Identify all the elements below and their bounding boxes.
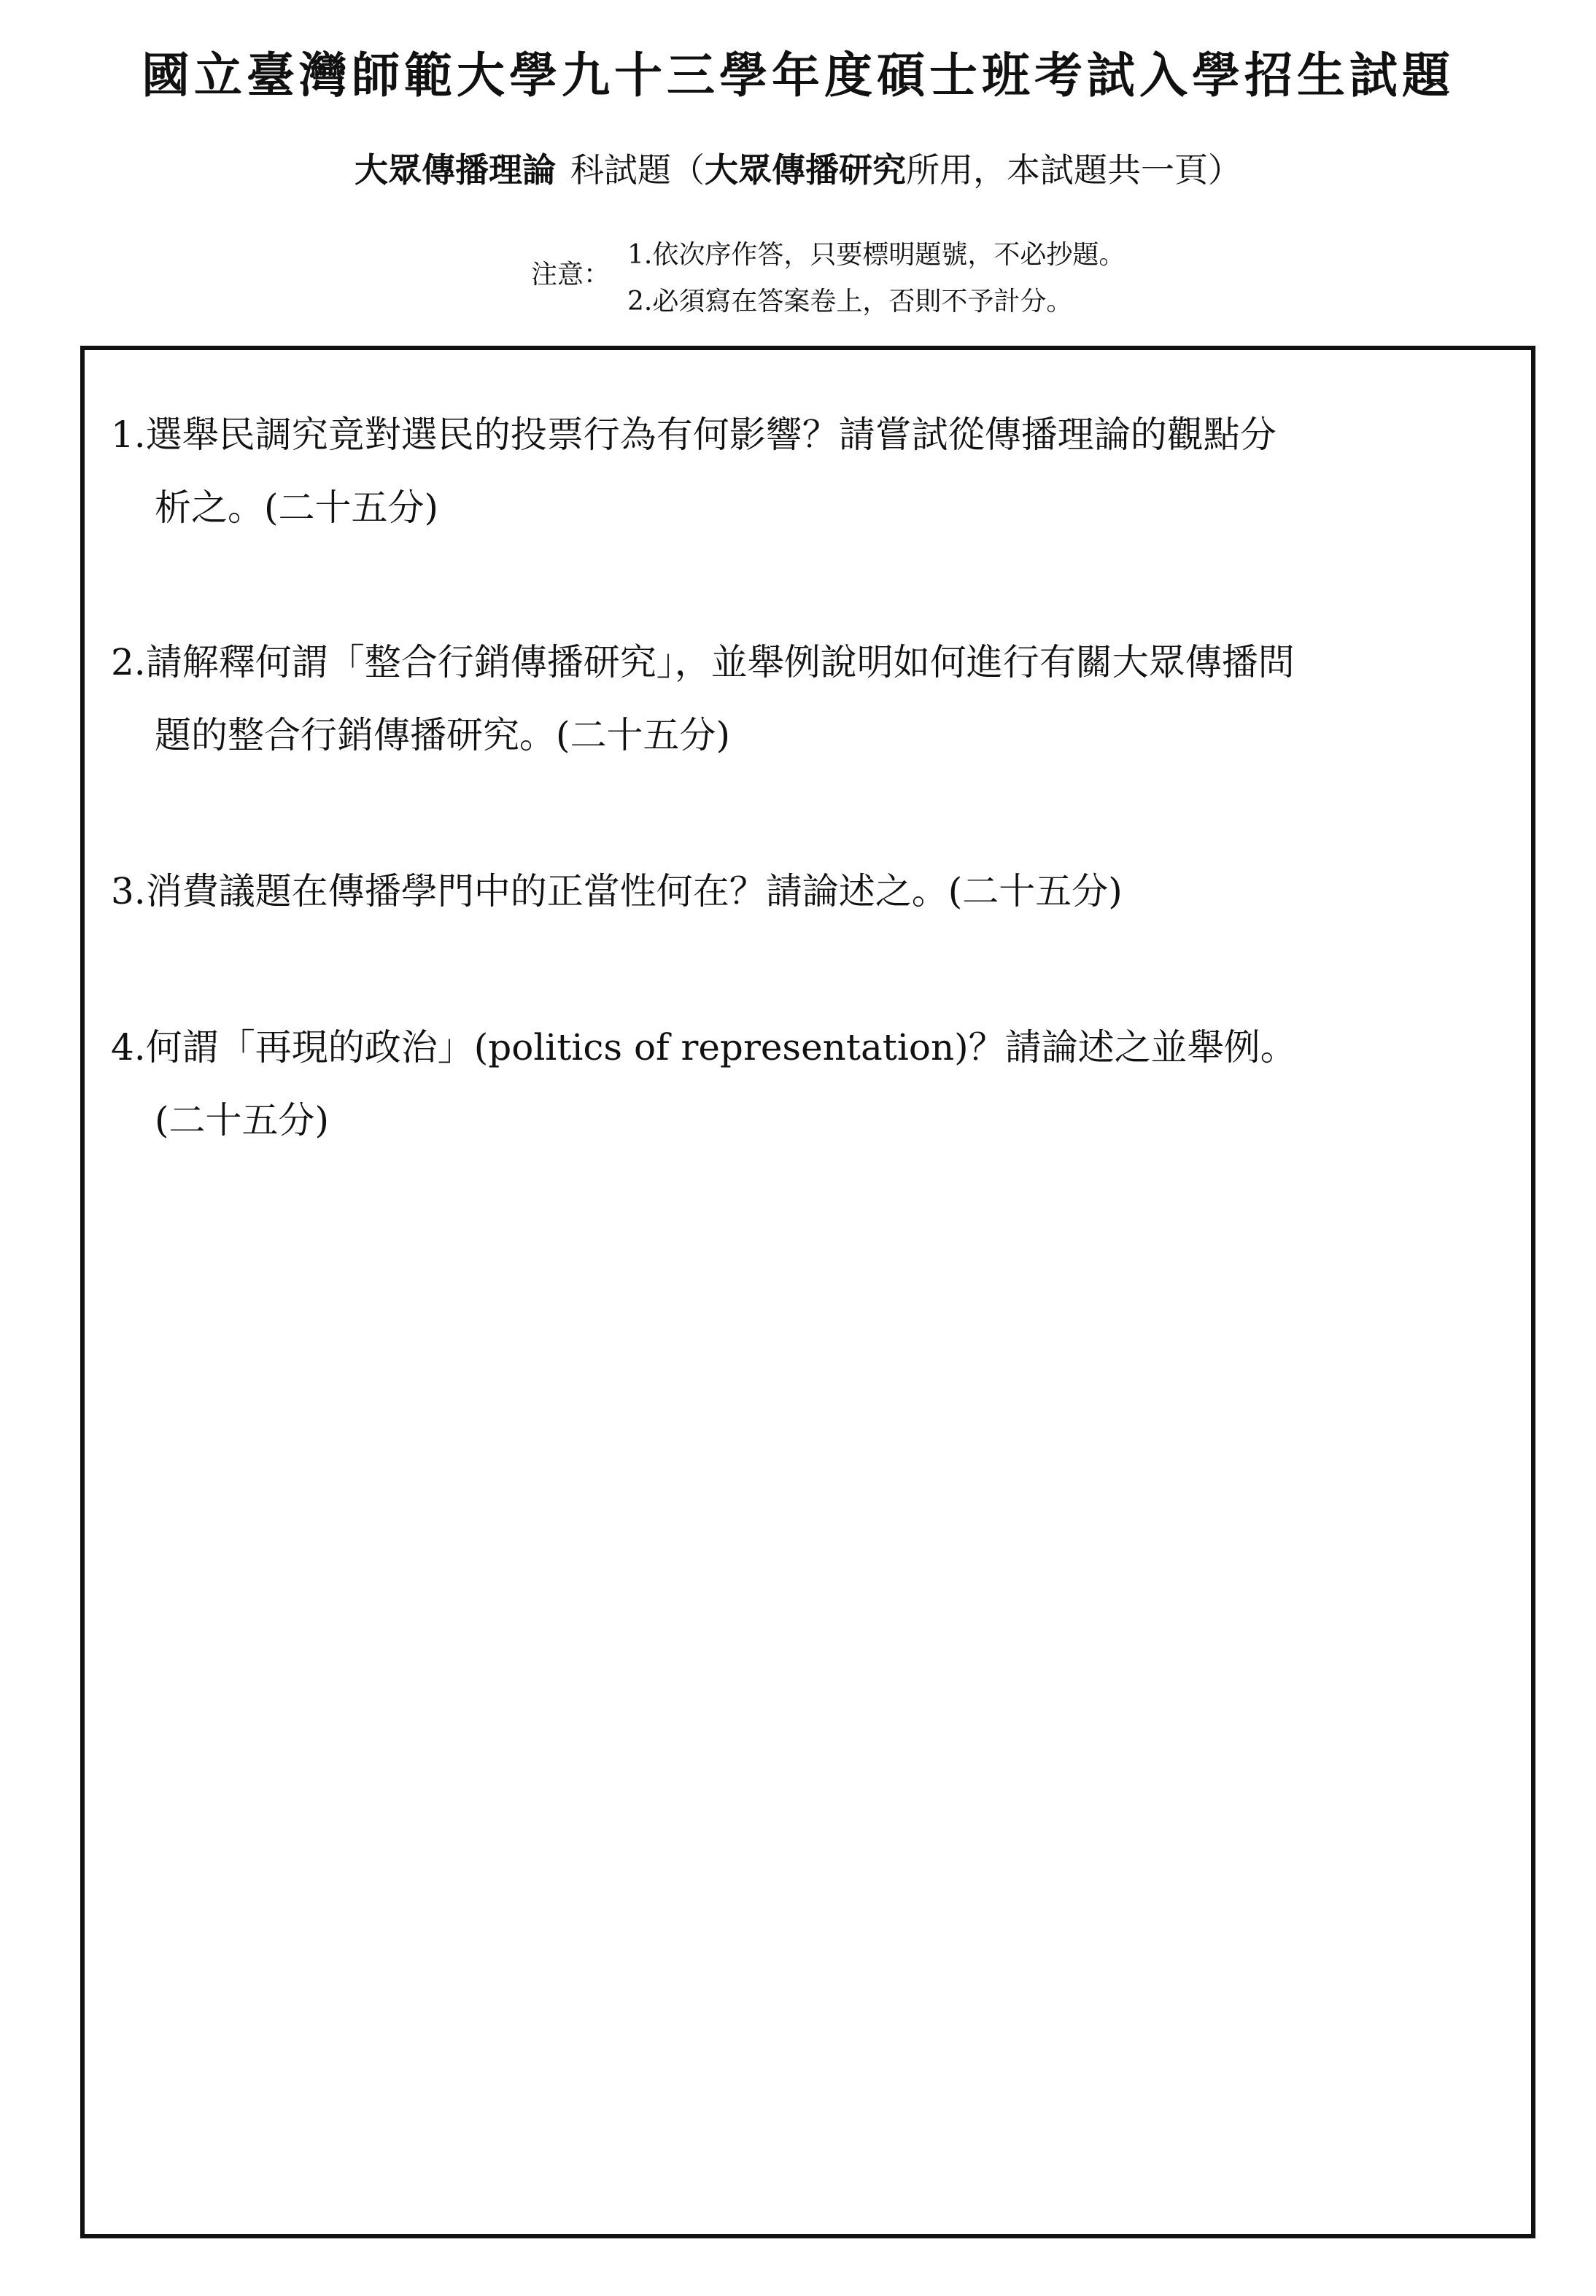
notice-item: 2.必須寫在答案卷上，否則不予計分。 bbox=[627, 287, 1073, 317]
question-4-line-1: 4.何謂「再現的政治」(politics of representation)？請論述之並舉例。 bbox=[111, 1026, 1297, 1069]
question-1-line-2: 析之。(二十五分) bbox=[155, 486, 439, 529]
institute-name: 大眾傳播研究 bbox=[705, 150, 906, 190]
exam-subtitle bbox=[0, 144, 1596, 195]
exam-title: 國立臺灣師範大學九十三學年度碩士班考試入學招生試題 bbox=[142, 47, 1454, 104]
question-3 bbox=[111, 855, 1504, 928]
institute-suffix: 所用，本試題共一頁） bbox=[906, 150, 1241, 190]
question-2-line-1: 2.請解釋何謂「整合行銷傳播研究」，並舉例說明如何進行有關大眾傳播問 bbox=[111, 641, 1295, 683]
notice-label: 注意： bbox=[531, 260, 611, 290]
notice-items bbox=[627, 232, 1125, 325]
question-3-line-1: 3.消費議題在傳播學門中的正當性何在？請論述之。(二十五分) bbox=[111, 870, 1123, 912]
notice-item: 1.依次序作答，只要標明題號，不必抄題。 bbox=[627, 240, 1126, 270]
subject-name: 大眾傳播理論 bbox=[355, 150, 556, 190]
question-1 bbox=[111, 398, 1504, 544]
question-4-line-2: (二十五分) bbox=[155, 1099, 330, 1141]
question-1-line-1: 1.選舉民調究竟對選民的投票行為有何影響？請嘗試從傳播理論的觀點分 bbox=[111, 414, 1277, 456]
question-2 bbox=[111, 626, 1504, 772]
subject-suffix: 科試題（ bbox=[570, 150, 705, 190]
question-2-line-2: 題的整合行銷傳播研究。(二十五分) bbox=[155, 714, 731, 756]
question-4 bbox=[111, 1011, 1504, 1157]
